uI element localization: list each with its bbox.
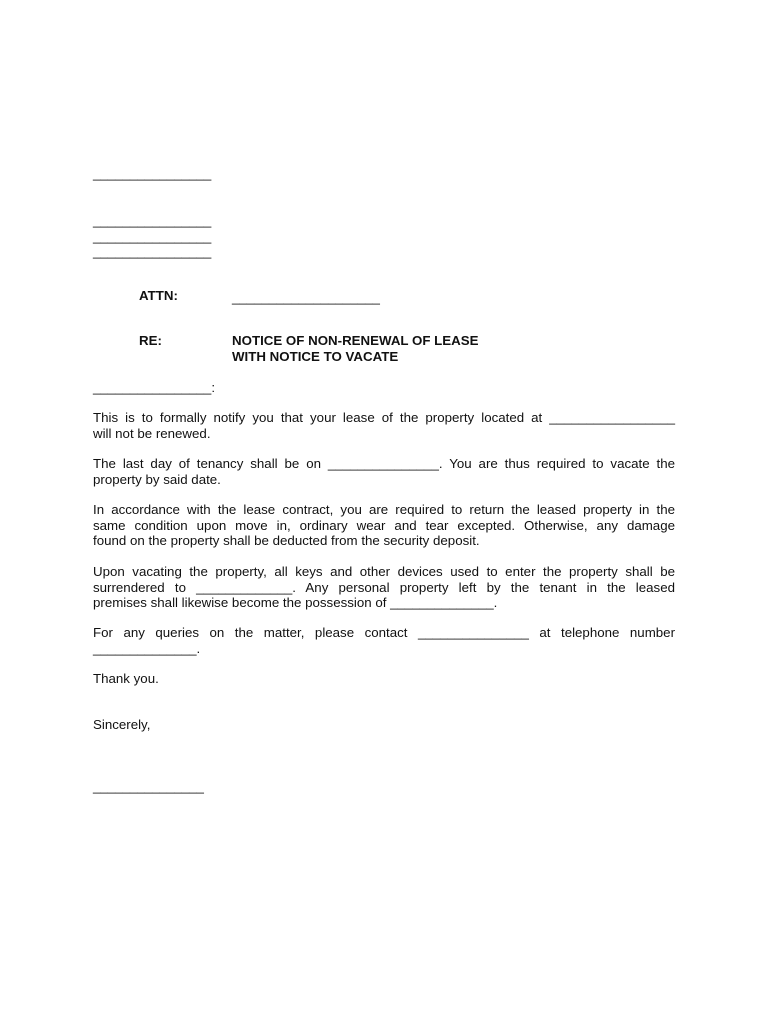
paragraph-line: In accordance with the lease contract, you are required to return the leased property in the [93,502,675,517]
re-subject-line-2: WITH NOTICE TO VACATE [232,349,399,364]
paragraph-line: property by said date. [93,471,221,487]
paragraph-last-day [93,456,675,487]
attn-label: ATTN: [139,288,178,303]
attn-value-blank: ____________________ [232,290,380,305]
paragraph-line: For any queries on the matter, please contact _______________ at telephone number [93,625,675,640]
recipient-address-blank-3: ________________ [93,244,212,259]
paragraph-property-notice [93,410,675,441]
re-subject-line-1: NOTICE OF NON-RENEWAL OF LEASE [232,333,479,348]
paragraph-contact [93,625,675,656]
signature-line-blank: _______________ [93,779,204,794]
paragraph-lease-condition [93,502,675,549]
closing-thanks: Thank you. [93,671,159,686]
salutation-blank: ________________: [93,380,216,395]
recipient-address-blank-2: ________________ [93,229,212,244]
paragraph-line: ______________. [93,640,201,656]
re-label: RE: [139,333,162,348]
paragraph-line: This is to formally notify you that your lease of the property located at _________________ [93,410,675,425]
paragraph-line: will not be renewed. [93,425,211,441]
paragraph-line: Upon vacating the property, all keys and other devices used to enter the property shall be [93,564,675,579]
recipient-name-blank: ________________ [93,166,212,181]
recipient-address-blank-1: ________________ [93,213,212,228]
paragraph-line: same condition upon move in, ordinary wear and tear excepted. Otherwise, any damage [93,517,675,533]
paragraph-line: found on the property shall be deducted from the security deposit. [93,533,480,548]
paragraph-keys-surrender [93,564,675,611]
paragraph-line: premises shall likewise become the possession of ______________. [93,595,498,610]
paragraph-line: surrendered to _____________. Any personal property left by the tenant in the leased [93,579,675,595]
closing-sign-off: Sincerely, [93,717,151,732]
paragraph-line: The last day of tenancy shall be on _______________. You are thus required to vacate the [93,456,675,471]
